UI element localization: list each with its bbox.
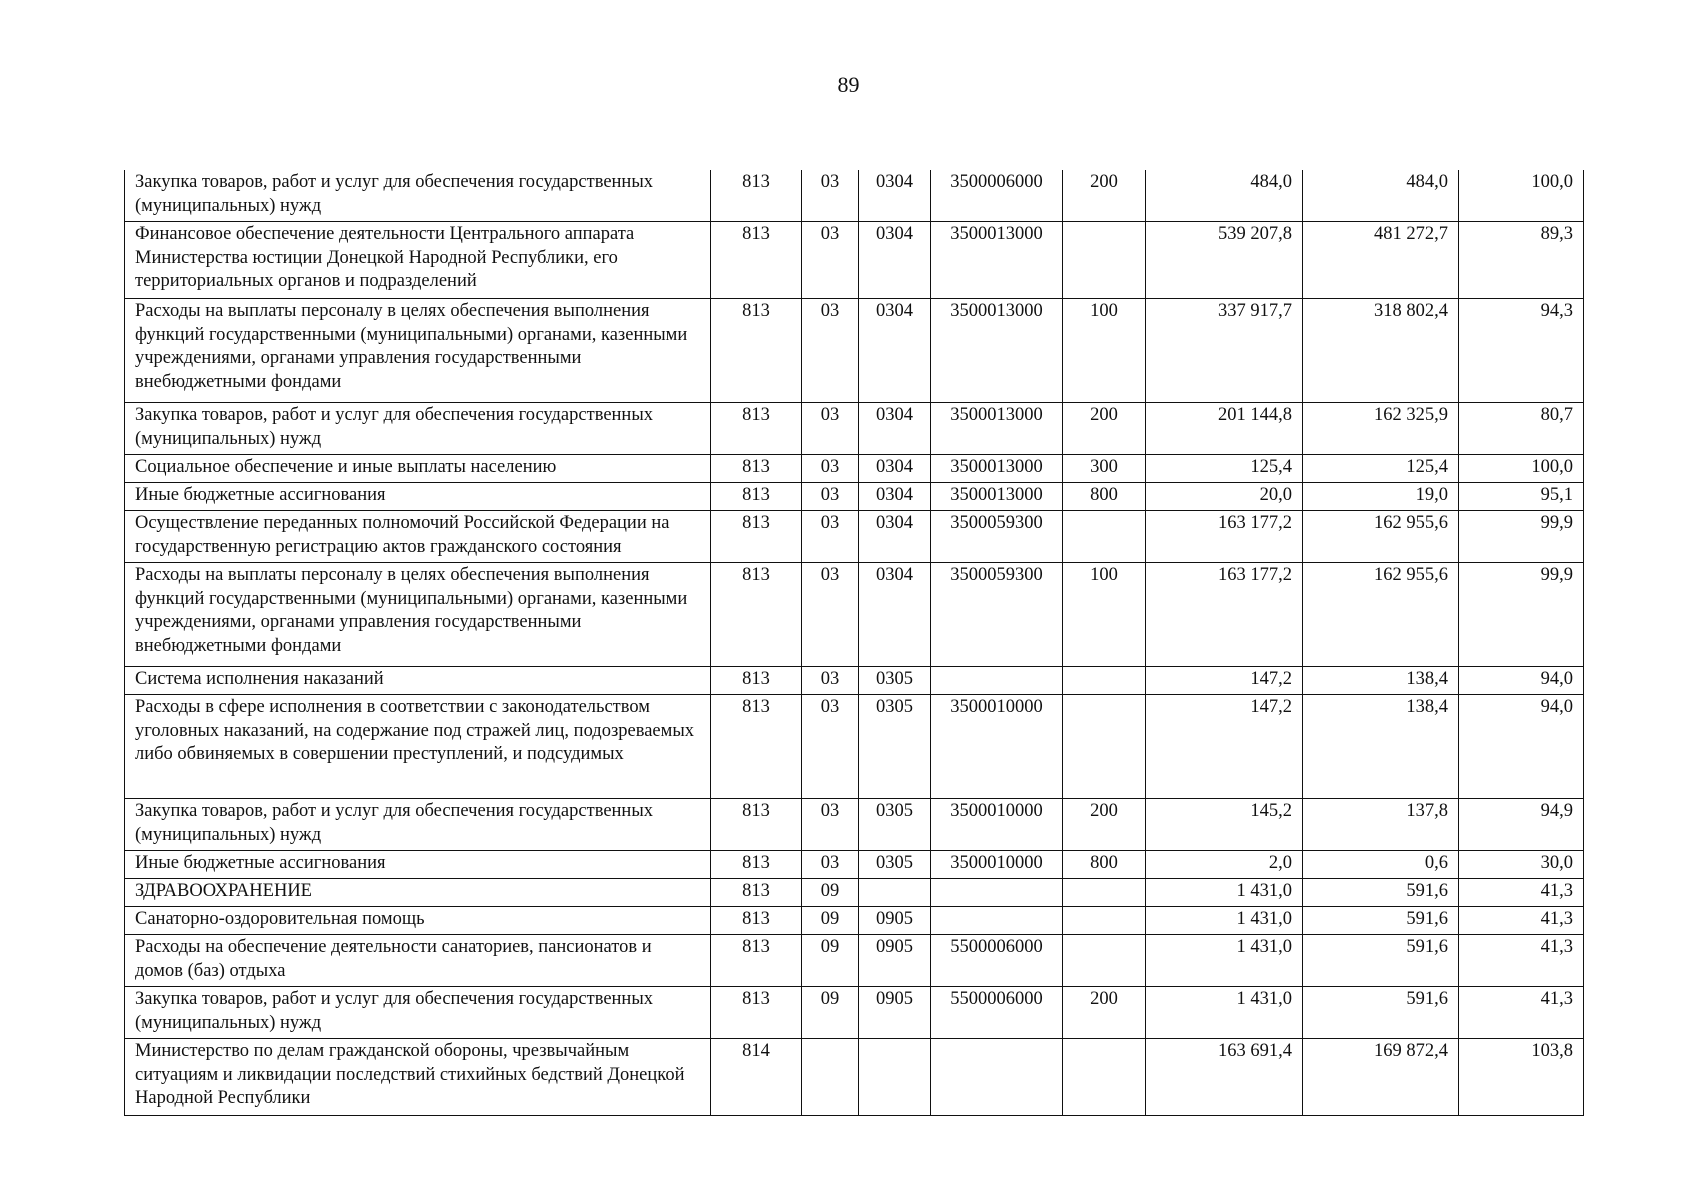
cell-grbs: 813: [711, 799, 802, 851]
cell-fact: 137,8: [1303, 799, 1459, 851]
cell-percent: 94,3: [1459, 299, 1584, 403]
row-name: Закупка товаров, работ и услуг для обеспечения государственных (муниципальных) нужд: [125, 799, 711, 851]
cell-csr: 3500010000: [931, 851, 1063, 879]
table-row: [125, 483, 1584, 511]
cell-vr: [1063, 695, 1146, 799]
cell-plan: 484,0: [1146, 170, 1303, 222]
row-name: Расходы в сфере исполнения в соответствии с законодательством уголовных наказаний, на содержание под стражей лиц, подозреваемых либо обвиняемых в совершении преступлений, и подсудимых: [125, 695, 711, 799]
table-row: [125, 1039, 1584, 1116]
cell-fact: 162 955,6: [1303, 511, 1459, 563]
cell-pr: 0304: [859, 483, 931, 511]
cell-vr: 200: [1063, 799, 1146, 851]
cell-grbs: 813: [711, 170, 802, 222]
cell-csr: [931, 667, 1063, 695]
cell-plan: 1 431,0: [1146, 987, 1303, 1039]
cell-csr: 3500013000: [931, 455, 1063, 483]
table-row: [125, 907, 1584, 935]
cell-percent: 41,3: [1459, 907, 1584, 935]
cell-grbs: 813: [711, 511, 802, 563]
cell-vr: 800: [1063, 851, 1146, 879]
cell-percent: 95,1: [1459, 483, 1584, 511]
cell-csr: 3500010000: [931, 695, 1063, 799]
table-row: [125, 987, 1584, 1039]
cell-vr: [1063, 1039, 1146, 1116]
cell-csr: 3500006000: [931, 170, 1063, 222]
cell-plan: 539 207,8: [1146, 222, 1303, 299]
cell-rz: 03: [802, 170, 859, 222]
row-name: Иные бюджетные ассигнования: [125, 851, 711, 879]
cell-rz: [802, 1039, 859, 1116]
cell-rz: 03: [802, 403, 859, 455]
cell-grbs: 813: [711, 987, 802, 1039]
cell-csr: [931, 879, 1063, 907]
cell-plan: 20,0: [1146, 483, 1303, 511]
cell-percent: 41,3: [1459, 879, 1584, 907]
cell-csr: 5500006000: [931, 987, 1063, 1039]
cell-vr: 300: [1063, 455, 1146, 483]
cell-fact: 484,0: [1303, 170, 1459, 222]
cell-plan: 147,2: [1146, 695, 1303, 799]
cell-grbs: 813: [711, 695, 802, 799]
cell-plan: 125,4: [1146, 455, 1303, 483]
cell-plan: 147,2: [1146, 667, 1303, 695]
table-row: [125, 170, 1584, 222]
cell-rz: 03: [802, 851, 859, 879]
cell-percent: 41,3: [1459, 935, 1584, 987]
row-name: ЗДРАВООХРАНЕНИЕ: [125, 879, 711, 907]
row-name: Расходы на обеспечение деятельности санаториев, пансионатов и домов (баз) отдыха: [125, 935, 711, 987]
cell-grbs: 813: [711, 222, 802, 299]
cell-csr: 3500013000: [931, 403, 1063, 455]
row-name: Закупка товаров, работ и услуг для обеспечения государственных (муниципальных) нужд: [125, 403, 711, 455]
cell-plan: 163 691,4: [1146, 1039, 1303, 1116]
cell-fact: 138,4: [1303, 695, 1459, 799]
row-name: Расходы на выплаты персоналу в целях обеспечения выполнения функций государственными (муниципальными) органами, казенными учреждениями, органами управления государственными внебюджетными фондами: [125, 563, 711, 667]
cell-rz: 09: [802, 879, 859, 907]
row-name: Финансовое обеспечение деятельности Центрального аппарата Министерства юстиции Донецкой Народной Республики, его территориальных органов и подразделений: [125, 222, 711, 299]
cell-grbs: 813: [711, 483, 802, 511]
row-name: Расходы на выплаты персоналу в целях обеспечения выполнения функций государственными (муниципальными) органами, казенными учреждениями, органами управления государственными внебюджетными фондами: [125, 299, 711, 403]
cell-fact: 481 272,7: [1303, 222, 1459, 299]
cell-rz: 03: [802, 695, 859, 799]
cell-grbs: 813: [711, 879, 802, 907]
cell-pr: 0304: [859, 170, 931, 222]
table-row: [125, 403, 1584, 455]
cell-pr: 0305: [859, 851, 931, 879]
table-row: [125, 563, 1584, 667]
table-row: [125, 667, 1584, 695]
page-number: 89: [837, 72, 860, 97]
cell-vr: [1063, 907, 1146, 935]
cell-fact: 591,6: [1303, 879, 1459, 907]
cell-percent: 41,3: [1459, 987, 1584, 1039]
cell-pr: 0905: [859, 935, 931, 987]
cell-vr: 200: [1063, 403, 1146, 455]
cell-pr: 0304: [859, 511, 931, 563]
cell-plan: 145,2: [1146, 799, 1303, 851]
cell-grbs: 814: [711, 1039, 802, 1116]
cell-fact: 591,6: [1303, 987, 1459, 1039]
cell-vr: 100: [1063, 299, 1146, 403]
cell-plan: 2,0: [1146, 851, 1303, 879]
cell-csr: 5500006000: [931, 935, 1063, 987]
cell-percent: 103,8: [1459, 1039, 1584, 1116]
cell-rz: 03: [802, 511, 859, 563]
cell-csr: 3500059300: [931, 511, 1063, 563]
cell-pr: 0905: [859, 987, 931, 1039]
cell-percent: 100,0: [1459, 455, 1584, 483]
cell-grbs: 813: [711, 907, 802, 935]
row-name: Министерство по делам гражданской обороны, чрезвычайным ситуациям и ликвидации последствий стихийных бедствий Донецкой Народной Республики: [125, 1039, 711, 1116]
cell-fact: 162 325,9: [1303, 403, 1459, 455]
cell-csr: 3500013000: [931, 299, 1063, 403]
cell-pr: 0305: [859, 799, 931, 851]
cell-grbs: 813: [711, 935, 802, 987]
cell-rz: 03: [802, 299, 859, 403]
cell-plan: 201 144,8: [1146, 403, 1303, 455]
cell-fact: 125,4: [1303, 455, 1459, 483]
cell-pr: 0304: [859, 299, 931, 403]
cell-rz: 09: [802, 935, 859, 987]
cell-grbs: 813: [711, 851, 802, 879]
budget-table: [124, 170, 1584, 1116]
cell-pr: 0905: [859, 907, 931, 935]
cell-vr: [1063, 935, 1146, 987]
cell-vr: 100: [1063, 563, 1146, 667]
table-row: [125, 799, 1584, 851]
table-row: [125, 511, 1584, 563]
row-name: Социальное обеспечение и иные выплаты населению: [125, 455, 711, 483]
cell-vr: [1063, 511, 1146, 563]
cell-plan: 1 431,0: [1146, 879, 1303, 907]
row-name: Иные бюджетные ассигнования: [125, 483, 711, 511]
cell-csr: 3500013000: [931, 483, 1063, 511]
cell-grbs: 813: [711, 563, 802, 667]
cell-csr: [931, 1039, 1063, 1116]
cell-vr: 200: [1063, 170, 1146, 222]
cell-vr: 200: [1063, 987, 1146, 1039]
cell-pr: 0304: [859, 455, 931, 483]
cell-pr: 0304: [859, 563, 931, 667]
cell-fact: 19,0: [1303, 483, 1459, 511]
cell-pr: 0304: [859, 403, 931, 455]
cell-plan: 163 177,2: [1146, 563, 1303, 667]
cell-rz: 03: [802, 222, 859, 299]
cell-csr: [931, 907, 1063, 935]
cell-pr: 0305: [859, 695, 931, 799]
cell-fact: 591,6: [1303, 935, 1459, 987]
cell-fact: 591,6: [1303, 907, 1459, 935]
cell-grbs: 813: [711, 455, 802, 483]
cell-fact: 162 955,6: [1303, 563, 1459, 667]
table-row: [125, 879, 1584, 907]
cell-rz: 03: [802, 563, 859, 667]
cell-percent: 94,0: [1459, 695, 1584, 799]
row-name: Санаторно-оздоровительная помощь: [125, 907, 711, 935]
cell-percent: 94,0: [1459, 667, 1584, 695]
cell-percent: 99,9: [1459, 563, 1584, 667]
row-name: Закупка товаров, работ и услуг для обеспечения государственных (муниципальных) нужд: [125, 170, 711, 222]
cell-rz: 09: [802, 987, 859, 1039]
row-name: Закупка товаров, работ и услуг для обеспечения государственных (муниципальных) нужд: [125, 987, 711, 1039]
table-row: [125, 299, 1584, 403]
row-name: Система исполнения наказаний: [125, 667, 711, 695]
cell-plan: 163 177,2: [1146, 511, 1303, 563]
cell-percent: 89,3: [1459, 222, 1584, 299]
cell-rz: 03: [802, 455, 859, 483]
cell-grbs: 813: [711, 403, 802, 455]
cell-plan: 1 431,0: [1146, 935, 1303, 987]
cell-csr: 3500059300: [931, 563, 1063, 667]
cell-percent: 80,7: [1459, 403, 1584, 455]
cell-pr: 0304: [859, 222, 931, 299]
cell-vr: [1063, 222, 1146, 299]
cell-vr: [1063, 879, 1146, 907]
cell-pr: [859, 879, 931, 907]
cell-grbs: 813: [711, 299, 802, 403]
cell-percent: 99,9: [1459, 511, 1584, 563]
cell-plan: 1 431,0: [1146, 907, 1303, 935]
table-row: [125, 851, 1584, 879]
cell-rz: 03: [802, 483, 859, 511]
cell-pr: [859, 1039, 931, 1116]
table-row: [125, 935, 1584, 987]
cell-plan: 337 917,7: [1146, 299, 1303, 403]
cell-percent: 100,0: [1459, 170, 1584, 222]
table-row: [125, 455, 1584, 483]
cell-fact: 138,4: [1303, 667, 1459, 695]
cell-fact: 0,6: [1303, 851, 1459, 879]
cell-rz: 09: [802, 907, 859, 935]
cell-fact: 318 802,4: [1303, 299, 1459, 403]
table-row: [125, 222, 1584, 299]
table-row: [125, 695, 1584, 799]
cell-fact: 169 872,4: [1303, 1039, 1459, 1116]
cell-csr: 3500010000: [931, 799, 1063, 851]
cell-vr: 800: [1063, 483, 1146, 511]
cell-rz: 03: [802, 799, 859, 851]
cell-csr: 3500013000: [931, 222, 1063, 299]
cell-vr: [1063, 667, 1146, 695]
cell-percent: 30,0: [1459, 851, 1584, 879]
cell-grbs: 813: [711, 667, 802, 695]
cell-percent: 94,9: [1459, 799, 1584, 851]
row-name: Осуществление переданных полномочий Российской Федерации на государственную регистрацию актов гражданского состояния: [125, 511, 711, 563]
cell-pr: 0305: [859, 667, 931, 695]
cell-rz: 03: [802, 667, 859, 695]
